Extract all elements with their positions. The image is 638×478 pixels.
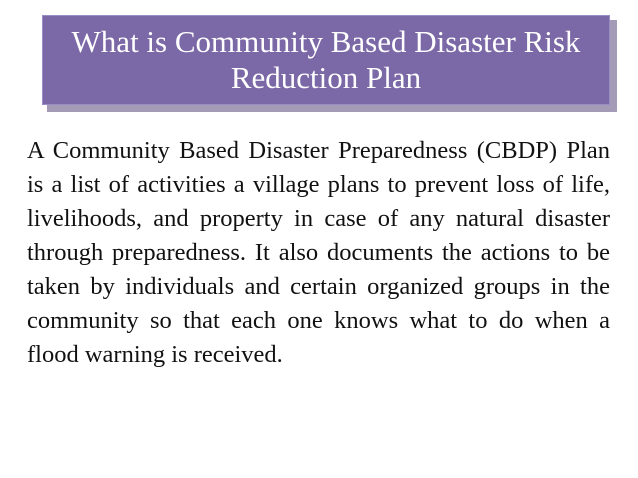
slide-title: What is Community Based Disaster Risk Reduction Plan bbox=[71, 24, 581, 95]
slide-body-paragraph: A Community Based Disaster Preparedness (CBDP) Plan is a list of activities a village plans to prevent loss of life, livelihoods, and property in case of any natural disaster through preparedness. It also documents the actions to be taken by individuals and certain organized groups in the community so that each one knows what to do when a flood warning is received. bbox=[27, 137, 610, 368]
title-banner bbox=[42, 15, 610, 105]
